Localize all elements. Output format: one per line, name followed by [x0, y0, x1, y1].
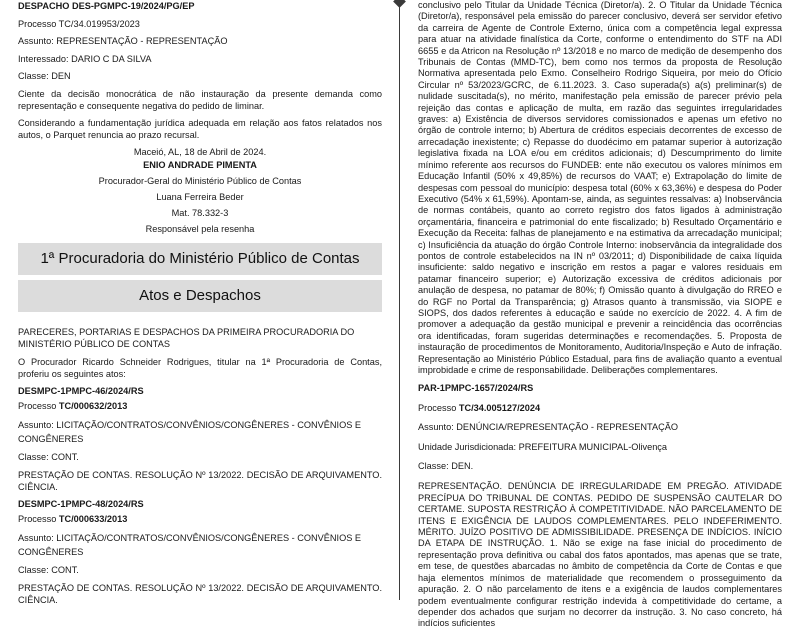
column-divider	[399, 0, 400, 600]
class-line: Classe: DEN	[18, 71, 71, 81]
act-class: Classe: CONT.	[18, 452, 79, 462]
act-text: PRESTAÇÃO DE CONTAS. RESOLUÇÃO Nº 13/2022. DECISÃO DE ARQUIVAMENTO. CIÊNCIA.	[18, 469, 382, 492]
act-process-label: Processo	[18, 401, 59, 411]
responsible-registration: Mat. 78.332-3	[171, 208, 229, 218]
act-summary: REPRESENTAÇÃO. DENÚNCIA DE IRREGULARIDADE EM PREGÃO. ATIVIDADE PRECÍPUA DO TRIBUNAL DE CONTAS. PEDIDO DE SUSPENSÃO CAUTELAR DO CERTAME. SUPOSTA RESTRIÇÃO À COMPETITIVIDADE. NÃO PARCELAMENTO DE ITENS E EXIGÊNCIA DE LAUDOS COMPLEMENTARES. PELO INDEFERIMENTO. MÉRITO. JUÍZO POSITIVO DE ADMISSIBILIDADE. PRESENÇA DE INDÍCIOS. INÍCIO DA ETAPA DE INSTRUÇÃO. 1. Não se exige na fase inicial do procedimento de representação prova definitiva ou cabal dos fatos apontados, mas apenas que se trate, em tese, de questões abarcadas no âmbito de competência da Corte de Contas e que haja elementos mínimos de materialidade que recomendem o prosseguimento da apuração. 2. O não parcelamento de itens e a exigência de laudos complementares podem eventualmente configurar restrição indevida à competitividade do certame, a depender dos achados que surjam no decorrer da instrução. 3. No caso concreto, há indícios suficientes	[418, 481, 782, 629]
act-class: Classe: DEN.	[418, 461, 474, 472]
opinion-body-text: conclusivo pelo Titular da Unidade Técnica (Diretor/a). 2. O Titular da Unidade Técnica (Diretor/a), responsável pela emissão do parecer conclusivo, deverá ser servidor efetivo da carreira de Agente de Controle Externo, única com a competência legal expressa para atuar na atividade finalística da Corte, conforme o entendimento do STF na ADI 6655 e da Atricon na Resolução nº 13/2018 e no marco de medição de desempenho dos Tribunais de Contas (MMD-TC), bem como nos termos da proposta de Resolução Normativa apresentada pelo Exmo. Conselheiro Rodrigo Siqueira, por meio do Ofício Circular nº 53/2023/GCRC, de 6.11.2023. 3. Caso superada(s) a(s) preliminar(s) de nulidade suscitada(s), no mérito, manifestação pela emissão de parecer prévio pela rejeição das contas e aplicação de multa, em razão das seguintes irregularidades graves: a) Existência de diversos servidores comissionados e apenas um efetivo no órgão de controle interno; b) Abertura de créditos especiais decorrentes de excesso de arrecadação inexistente; c) Repasse do duodécimo em patamar superior à autorização legislativa fixada na LOA e/ou em créditos adicionais; d) Descumprimento do limite mínimo referente aos recursos do FUNDEB: ente não executou os valores mínimos em Educação Infantil (50% x 49,85%) de recursos do VAAT; e) Extrapolação do limite de despesas com pessoal do município: despesa total (60% x 63,36%) e despesa do Poder Executivo (54% x 61,59%). Apontam-se, ainda, as seguintes ressalvas: a) Inobservância de normas contábeis, quanto ao correto registro dos fatos ligados à administração orçamentária, financeira e patrimonial do ente fiscalizado; b) Resultado Orçamentário e Execução da Receita: falhas de planejamento e na estimativa da arrecadação municipal; c) Insuficiência da atuação do órgão Controle Interno: inobservância da integralidade dos pontos de controle estabelecidos na IN nº 03/2011; d) Disponibilidade de caixa líquida insuficiente: saldo negativo e inscrição em restos a pagar e valores residuais em patamar financeiro superior; e) Autorização excessiva de créditos adicionais por anulação de despesa, no patamar de 80%; f) Omissão quanto à divulgação do RREO e do RGF no Portal da Transparência; g) Atrasos quanto à transmissão, via SIOPE e SIOPS, dos dados referentes à educação e saúde no exercício de 2022. 4. A fim de promover a adequação da gestão municipal e prevenir a reincidência das ocorrências ora identificadas, foram sugeridas determinações e recomendações. 5. Proposta de instauração de procedimentos de Monitoramento, Auditoria/Inspeção e Auto de infração. Representação ao Ministério Público Estadual, para fins de avaliação quanto a eventual improbidade e crime de responsabilidade. Deliberações complementares.	[418, 0, 782, 375]
responsible-name: Luana Ferreira Beder	[156, 192, 244, 202]
dispatch-paragraph-2: Considerando a fundamentação jurídica adequada em relação aos fatos relatados nos autos, o Parquet renuncia ao prazo recursal.	[18, 118, 382, 140]
signatory-role: Procurador-Geral do Ministério Público de Contas	[98, 176, 302, 186]
dispatch-heading: DESPACHO DES-PGMPC-19/2024/PG/EP	[18, 1, 195, 11]
act-title: DESMPC-1PMPC-46/2024/RS	[18, 386, 144, 396]
divider-marker	[393, 0, 406, 8]
subject-line: Assunto: REPRESENTAÇÃO - REPRESENTAÇÃO	[18, 36, 228, 46]
act-class: Classe: CONT.	[18, 565, 79, 575]
act-process	[18, 400, 382, 412]
place-date: Maceió, AL, 18 de Abril de 2024.	[133, 147, 267, 157]
intro-text: O Procurador Ricardo Schneider Rodrigues, titular na 1ª Procuradoria de Contas, proferiu os seguintes atos:	[18, 356, 382, 379]
act-title: PAR-1PMPC-1657/2024/RS	[418, 383, 534, 394]
act-item	[18, 498, 382, 606]
jurisdictional-unit: Unidade Jurisdicionada: PREFEITURA MUNICIPAL-Olivença	[418, 441, 668, 452]
section-title-procuradoria: 1ª Procuradoria do Ministério Público de Contas	[18, 243, 382, 275]
intro-title: PARECERES, PORTARIAS E DESPACHOS DA PRIMEIRA PROCURADORIA DO MINISTÉRIO PÚBLICO DE CONTAS	[18, 327, 355, 349]
act-process-number: TC/000633/2013	[58, 514, 128, 524]
act-subject: Assunto: LICITAÇÃO/CONTRATOS/CONVÊNIOS/CONGÊNERES - CONVÊNIOS E CONGÊNERES	[18, 532, 362, 557]
act-title: DESMPC-1PMPC-48/2024/RS	[18, 499, 144, 509]
left-column	[18, 0, 382, 605]
dispatch-paragraph-1: Ciente da decisão monocrática de não instauração da presente demanda como representação e consequente negativa do pedido de liminar.	[18, 88, 382, 111]
signatory-name: ENIO ANDRADE PIMENTA	[143, 160, 257, 170]
right-column	[418, 0, 782, 629]
responsible-role: Responsável pela resenha	[145, 224, 255, 234]
act-process-label: Processo	[418, 402, 459, 413]
section-title-atos: Atos e Despachos	[18, 280, 382, 312]
act-text: PRESTAÇÃO DE CONTAS. RESOLUÇÃO Nº 13/2022. DECISÃO DE ARQUIVAMENTO. CIÊNCIA.	[18, 582, 382, 605]
act-process	[18, 513, 382, 525]
act-subject: Assunto: DENÚNCIA/REPRESENTAÇÃO - REPRESENTAÇÃO	[418, 422, 679, 433]
act-process	[418, 403, 782, 414]
act-item	[18, 385, 382, 493]
act-subject: Assunto: LICITAÇÃO/CONTRATOS/CONVÊNIOS/CONGÊNERES - CONVÊNIOS E CONGÊNERES	[18, 419, 362, 444]
interested-line: Interessado: DARIO C DA SILVA	[18, 53, 152, 64]
act-process-number: TC/34.005127/2024	[458, 402, 541, 413]
signature-block	[18, 146, 382, 235]
act-process-number: TC/000632/2013	[58, 401, 128, 411]
process-number: Processo TC/34.019953/2023	[18, 18, 140, 29]
act-process-label: Processo	[18, 514, 59, 524]
